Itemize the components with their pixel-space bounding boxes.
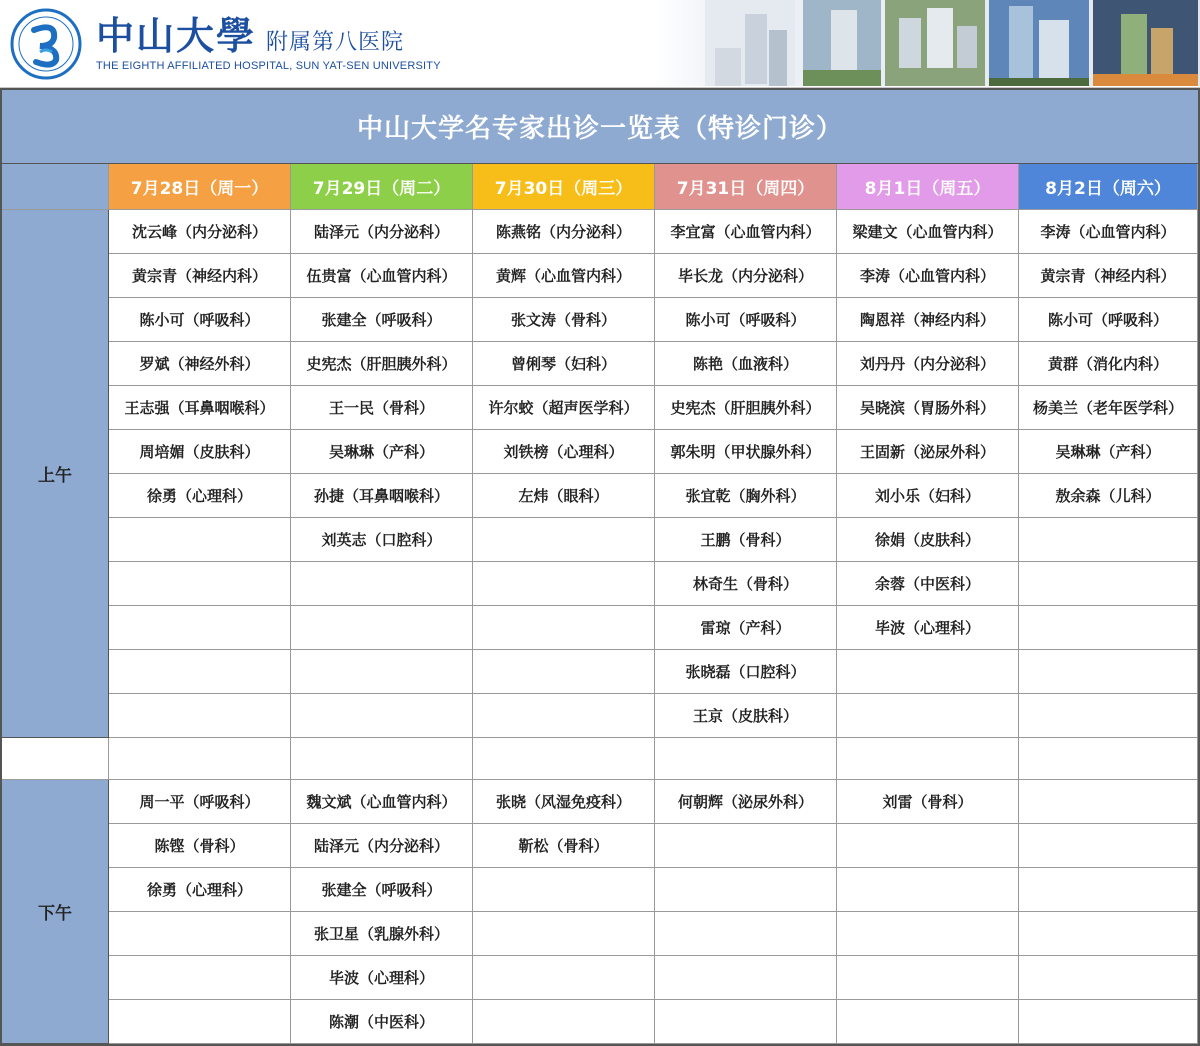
doctor-cell: 周培媚（皮肤科） — [109, 430, 291, 474]
afternoon-row — [2, 1000, 1198, 1044]
doctor-cell — [1019, 606, 1198, 650]
doctor-cell: 杨美兰（老年医学科） — [1019, 386, 1198, 430]
doctor-cell: 刘丹丹（内分泌科） — [837, 342, 1019, 386]
doctor-cell — [655, 824, 837, 868]
doctor-cell — [473, 956, 655, 1000]
doctor-cell: 梁建文（心血管内科） — [837, 210, 1019, 254]
morning-row — [2, 606, 1198, 650]
doctor-cell: 吴琳琳（产科） — [1019, 430, 1198, 474]
building-photo-3 — [885, 0, 985, 86]
doctor-cell: 张晓磊（口腔科） — [655, 650, 837, 694]
hospital-logo-icon — [10, 8, 82, 80]
doctor-cell — [109, 1000, 291, 1044]
doctor-cell — [837, 912, 1019, 956]
doctor-cell: 陈小可（呼吸科） — [109, 298, 291, 342]
doctor-cell — [837, 1000, 1019, 1044]
doctor-cell: 余蓉（中医科） — [837, 562, 1019, 606]
doctor-cell: 张建全（呼吸科） — [291, 298, 473, 342]
building-photo-5 — [1093, 0, 1198, 86]
morning-row — [2, 386, 1198, 430]
doctor-cell — [1019, 650, 1198, 694]
doctor-cell: 刘小乐（妇科） — [837, 474, 1019, 518]
doctor-cell: 孙捷（耳鼻咽喉科） — [291, 474, 473, 518]
morning-row — [2, 298, 1198, 342]
doctor-cell: 陈铿（骨科） — [109, 824, 291, 868]
doctor-cell — [109, 562, 291, 606]
date-header-2: 7月29日（周二） — [291, 164, 473, 210]
doctor-cell: 李涛（心血管内科） — [1019, 210, 1198, 254]
doctor-cell: 陈小可（呼吸科） — [655, 298, 837, 342]
brand-block — [96, 14, 441, 72]
doctor-cell: 史宪杰（肝胆胰外科） — [291, 342, 473, 386]
date-header-3: 7月30日（周三） — [473, 164, 655, 210]
afternoon-row — [2, 868, 1198, 912]
doctor-cell — [655, 1000, 837, 1044]
doctor-cell — [291, 694, 473, 738]
doctor-cell: 陶恩祥（神经内科） — [837, 298, 1019, 342]
doctor-cell — [109, 518, 291, 562]
building-photo-2 — [803, 0, 881, 86]
doctor-cell: 徐勇（心理科） — [109, 474, 291, 518]
doctor-cell: 毕波（心理科） — [837, 606, 1019, 650]
doctor-cell: 王一民（骨科） — [291, 386, 473, 430]
doctor-cell — [291, 606, 473, 650]
doctor-cell: 李涛（心血管内科） — [837, 254, 1019, 298]
morning-row — [2, 430, 1198, 474]
doctor-cell: 李宜富（心血管内科） — [655, 210, 837, 254]
doctor-cell: 罗斌（神经外科） — [109, 342, 291, 386]
doctor-cell: 毕长龙（内分泌科） — [655, 254, 837, 298]
doctor-cell: 王京（皮肤科） — [655, 694, 837, 738]
doctor-cell — [291, 562, 473, 606]
morning-row — [2, 254, 1198, 298]
doctor-cell: 林奇生（骨科） — [655, 562, 837, 606]
doctor-cell — [473, 650, 655, 694]
doctor-cell: 张晓（风湿免疫科） — [473, 780, 655, 824]
doctor-cell: 雷琼（产科） — [655, 606, 837, 650]
building-photo-1 — [705, 0, 795, 86]
afternoon-period-label: 下午 — [2, 780, 109, 1044]
doctor-cell: 刘铁榜（心理科） — [473, 430, 655, 474]
doctor-cell — [1019, 868, 1198, 912]
doctor-cell — [1019, 956, 1198, 1000]
doctor-cell — [655, 868, 837, 912]
doctor-cell: 刘雷（骨科） — [837, 780, 1019, 824]
separator-row — [2, 738, 1198, 780]
morning-row — [2, 518, 1198, 562]
doctor-cell: 陈小可（呼吸科） — [1019, 298, 1198, 342]
separator-cell — [1019, 738, 1198, 780]
doctor-cell: 王鹏（骨科） — [655, 518, 837, 562]
doctor-cell: 敖余森（儿科） — [1019, 474, 1198, 518]
doctor-cell: 黄宗青（神经内科） — [1019, 254, 1198, 298]
doctor-cell: 王志强（耳鼻咽喉科） — [109, 386, 291, 430]
doctor-cell — [1019, 912, 1198, 956]
doctor-cell: 黄宗青（神经内科） — [109, 254, 291, 298]
doctor-cell: 陈艳（血液科） — [655, 342, 837, 386]
doctor-cell — [473, 912, 655, 956]
date-header-row — [2, 164, 1198, 210]
morning-row — [2, 210, 1198, 254]
brand-name-english: THE EIGHTH AFFILIATED HOSPITAL, SUN YAT-SEN UNIVERSITY — [96, 60, 441, 72]
afternoon-row — [2, 780, 1198, 824]
doctor-cell — [1019, 562, 1198, 606]
date-header-5: 8月1日（周五） — [837, 164, 1019, 210]
doctor-cell: 郭朱明（甲状腺外科） — [655, 430, 837, 474]
separator-cell — [837, 738, 1019, 780]
doctor-cell: 陆泽元（内分泌科） — [291, 210, 473, 254]
separator-cell — [655, 738, 837, 780]
doctor-cell — [837, 956, 1019, 1000]
doctor-cell — [655, 956, 837, 1000]
doctor-cell: 黄辉（心血管内科） — [473, 254, 655, 298]
doctor-cell — [473, 518, 655, 562]
afternoon-row — [2, 824, 1198, 868]
doctor-cell: 张建全（呼吸科） — [291, 868, 473, 912]
afternoon-row — [2, 956, 1198, 1000]
doctor-cell: 王固新（泌尿外科） — [837, 430, 1019, 474]
doctor-cell — [291, 650, 473, 694]
doctor-cell — [109, 912, 291, 956]
doctor-cell: 徐娟（皮肤科） — [837, 518, 1019, 562]
separator-cell — [473, 738, 655, 780]
brand-name-main: 中山大學 — [96, 13, 257, 58]
afternoon-row — [2, 912, 1198, 956]
doctor-cell: 张文涛（骨科） — [473, 298, 655, 342]
date-header-4: 7月31日（周四） — [655, 164, 837, 210]
morning-row — [2, 650, 1198, 694]
morning-row — [2, 474, 1198, 518]
separator-cell — [109, 738, 291, 780]
doctor-cell: 张宜乾（胸外科） — [655, 474, 837, 518]
date-header-6: 8月2日（周六） — [1019, 164, 1198, 210]
doctor-cell — [473, 1000, 655, 1044]
doctor-cell: 黄群（消化内科） — [1019, 342, 1198, 386]
doctor-cell — [837, 868, 1019, 912]
doctor-cell — [1019, 518, 1198, 562]
brand-name-sub: 附属第八医院 — [266, 30, 405, 55]
doctor-cell: 左炜（眼科） — [473, 474, 655, 518]
doctor-cell: 张卫星（乳腺外科） — [291, 912, 473, 956]
page-title: 中山大学名专家出诊一览表（特诊门诊） — [356, 114, 843, 144]
doctor-cell — [473, 694, 655, 738]
building-photos — [655, 0, 1200, 86]
doctor-cell: 徐勇（心理科） — [109, 868, 291, 912]
morning-row — [2, 562, 1198, 606]
doctor-cell: 史宪杰（肝胆胰外科） — [655, 386, 837, 430]
doctor-cell — [1019, 694, 1198, 738]
doctor-cell: 何朝辉（泌尿外科） — [655, 780, 837, 824]
doctor-cell — [109, 956, 291, 1000]
doctor-cell: 吴琳琳（产科） — [291, 430, 473, 474]
doctor-cell: 靳松（骨科） — [473, 824, 655, 868]
morning-row — [2, 342, 1198, 386]
morning-row — [2, 694, 1198, 738]
doctor-cell — [109, 650, 291, 694]
doctor-cell — [473, 868, 655, 912]
doctor-cell — [655, 912, 837, 956]
doctor-cell: 刘英志（口腔科） — [291, 518, 473, 562]
separator-cell — [291, 738, 473, 780]
date-header-1: 7月28日（周一） — [109, 164, 291, 210]
doctor-cell — [837, 650, 1019, 694]
doctor-cell: 伍贵富（心血管内科） — [291, 254, 473, 298]
doctor-cell — [1019, 824, 1198, 868]
morning-period-label: 上午 — [2, 210, 109, 738]
table-title-band — [2, 90, 1198, 164]
doctor-cell: 曾俐琴（妇科） — [473, 342, 655, 386]
doctor-cell: 沈云峰（内分泌科） — [109, 210, 291, 254]
doctor-cell: 毕波（心理科） — [291, 956, 473, 1000]
doctor-cell: 吴晓滨（胃肠外科） — [837, 386, 1019, 430]
separator-cell — [2, 738, 109, 780]
doctor-cell: 魏文斌（心血管内科） — [291, 780, 473, 824]
doctor-cell — [1019, 780, 1198, 824]
header-corner — [2, 164, 109, 210]
doctor-cell — [837, 694, 1019, 738]
hospital-header — [0, 0, 1200, 88]
doctor-cell — [837, 824, 1019, 868]
doctor-cell — [109, 694, 291, 738]
schedule-table — [0, 88, 1200, 1046]
doctor-cell — [473, 606, 655, 650]
doctor-cell — [1019, 1000, 1198, 1044]
doctor-cell: 陈潮（中医科） — [291, 1000, 473, 1044]
building-photo-4 — [989, 0, 1089, 86]
doctor-cell: 周一平（呼吸科） — [109, 780, 291, 824]
doctor-cell — [109, 606, 291, 650]
doctor-cell: 陈燕铭（内分泌科） — [473, 210, 655, 254]
doctor-cell: 陆泽元（内分泌科） — [291, 824, 473, 868]
doctor-cell: 许尔蛟（超声医学科） — [473, 386, 655, 430]
doctor-cell — [473, 562, 655, 606]
